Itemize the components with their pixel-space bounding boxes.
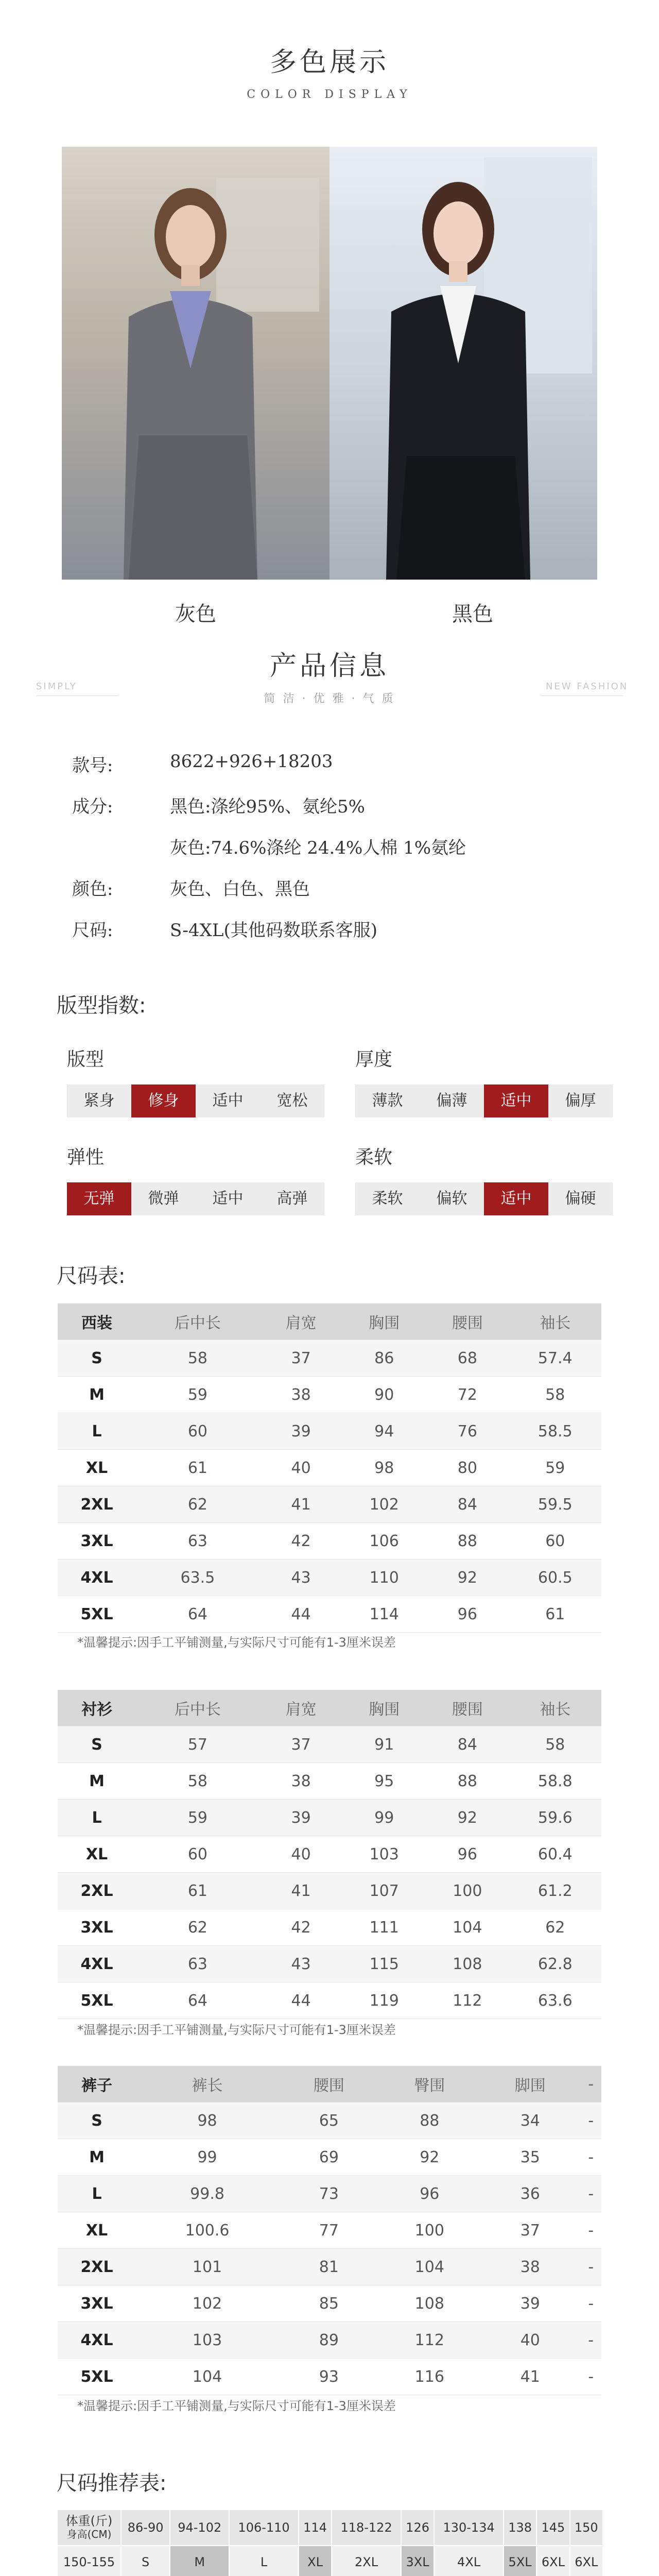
black-suit-photo[interactable] <box>330 147 597 580</box>
size-cell: 119 <box>342 1982 426 2019</box>
size-cell: 104 <box>426 1909 509 1946</box>
size-cell: 40 <box>480 2322 580 2359</box>
size-cell: 60.5 <box>509 1560 601 1596</box>
size-cell: 90 <box>342 1377 426 1413</box>
fit-option[interactable]: 偏厚 <box>565 1092 596 1110</box>
info-row-material-grey <box>72 834 466 859</box>
size-cell: M <box>58 1377 136 1413</box>
size-cell: 3XL <box>58 2285 136 2322</box>
size-row <box>58 2103 601 2139</box>
size-cell: 91 <box>342 1726 426 1763</box>
weight-cell: 145 <box>536 2510 569 2546</box>
black-color-label: 黑色 <box>452 602 493 626</box>
height-label: 身高(CM) <box>66 2528 112 2540</box>
size-row <box>58 1726 601 1763</box>
size-cell: 116 <box>379 2359 480 2395</box>
size-cell: 39 <box>259 1413 343 1450</box>
size-cell: 88 <box>426 1763 509 1800</box>
size-row <box>58 1560 601 1596</box>
size-cell: 38 <box>480 2249 580 2285</box>
size-cell: - <box>581 2139 601 2176</box>
recommend-size-cell: S <box>121 2546 170 2576</box>
size-cell: 2XL <box>58 1486 136 1523</box>
size-cell: 68 <box>426 1340 509 1377</box>
size-cell: 110 <box>342 1560 426 1596</box>
size-header-cell: 肩宽 <box>259 1303 343 1340</box>
size-cell: 88 <box>426 1523 509 1560</box>
size-cell: 39 <box>259 1800 343 1836</box>
fit-group-label: 厚度 <box>355 1049 393 1070</box>
size-cell: 64 <box>136 1982 259 2019</box>
size-header-row <box>58 2066 601 2103</box>
size-row <box>58 1800 601 1836</box>
size-cell: 41 <box>259 1873 343 1909</box>
size-header-cell: 肩宽 <box>259 1690 343 1726</box>
info-row-colors <box>72 875 310 900</box>
recommend-size-cell: L <box>229 2546 299 2576</box>
size-cell: 100 <box>379 2212 480 2249</box>
size-cell: 37 <box>480 2212 580 2249</box>
size-cell: - <box>581 2285 601 2322</box>
size-cell: 4XL <box>58 1560 136 1596</box>
size-header-cell: 裤子 <box>58 2066 136 2103</box>
size-cell: S <box>58 2103 136 2139</box>
size-cell: M <box>58 2139 136 2176</box>
info-value: 8622+926+18203 <box>170 751 333 772</box>
info-value: 黑色:涤纶95%、氨纶5% <box>170 796 365 817</box>
size-cell: L <box>58 1800 136 1836</box>
size-cell: S <box>58 1340 136 1377</box>
size-cell: 41 <box>480 2359 580 2395</box>
size-cell: 101 <box>136 2249 279 2285</box>
size-cell: 5XL <box>58 2359 136 2395</box>
size-header-row <box>58 1303 601 1340</box>
size-row <box>58 2359 601 2395</box>
color-display-header <box>0 40 659 101</box>
recommend-header-row <box>57 2510 603 2546</box>
size-cell: 43 <box>259 1946 343 1982</box>
size-cell: 62 <box>136 1909 259 1946</box>
recommend-corner-cell <box>57 2510 121 2546</box>
size-header-cell: 袖长 <box>509 1303 601 1340</box>
size-row <box>58 1873 601 1909</box>
fit-option[interactable]: 适中 <box>212 1190 244 1208</box>
size-cell: 2XL <box>58 1873 136 1909</box>
size-header-cell: 脚围 <box>480 2066 580 2103</box>
size-cell: 100 <box>426 1873 509 1909</box>
size-cell: 37 <box>259 1340 343 1377</box>
size-cell: 44 <box>259 1596 343 1633</box>
size-cell: 39 <box>480 2285 580 2322</box>
size-cell: 80 <box>426 1450 509 1486</box>
info-key: 颜色: <box>72 879 113 900</box>
size-cell: 43 <box>259 1560 343 1596</box>
size-cell: 58 <box>136 1340 259 1377</box>
size-cell: 84 <box>426 1486 509 1523</box>
size-table-pants <box>58 2066 601 2395</box>
size-cell: 63 <box>136 1946 259 1982</box>
fit-option-bar <box>67 1084 324 1117</box>
size-cell: 114 <box>342 1596 426 1633</box>
size-cell: 107 <box>342 1873 426 1909</box>
size-cell: 111 <box>342 1909 426 1946</box>
size-cell: L <box>58 1413 136 1450</box>
size-row <box>58 1450 601 1486</box>
size-cell: 92 <box>379 2139 480 2176</box>
size-cell: 3XL <box>58 1523 136 1560</box>
size-cell: 115 <box>342 1946 426 1982</box>
size-cell: 41 <box>259 1486 343 1523</box>
recommend-size-cell: XL <box>299 2546 332 2576</box>
size-cell: 2XL <box>58 2249 136 2285</box>
size-header-cell: 裤长 <box>136 2066 279 2103</box>
size-cell: 95 <box>342 1763 426 1800</box>
product-info-subtitle: 简 洁 · 优 雅 · 气 质 <box>264 692 395 705</box>
fit-option[interactable]: 适中 <box>484 1182 548 1215</box>
size-cell: 94 <box>342 1413 426 1450</box>
size-row <box>58 2249 601 2285</box>
height-cell: 150-155 <box>57 2546 121 2576</box>
size-cell: 103 <box>342 1836 426 1873</box>
size-row <box>58 1340 601 1377</box>
weight-cell: 86-90 <box>121 2510 170 2546</box>
size-note: *温馨提示:因手工平铺测量,与实际尺寸可能有1-3厘米误差 <box>77 1635 396 1650</box>
size-cell: 108 <box>426 1946 509 1982</box>
size-cell: 37 <box>259 1726 343 1763</box>
size-cell: 38 <box>259 1377 343 1413</box>
size-cell: 58.8 <box>509 1763 601 1800</box>
size-header-cell: 袖长 <box>509 1690 601 1726</box>
fit-group-label: 柔软 <box>355 1147 393 1168</box>
size-cell: 100.6 <box>136 2212 279 2249</box>
size-row <box>58 1413 601 1450</box>
size-cell: XL <box>58 2212 136 2249</box>
recommend-size-cell: 6XL <box>536 2546 569 2576</box>
size-header-cell: 腰围 <box>279 2066 379 2103</box>
size-cell: L <box>58 2176 136 2212</box>
size-cell: 57 <box>136 1726 259 1763</box>
size-cell: 38 <box>259 1763 343 1800</box>
size-cell: 72 <box>426 1377 509 1413</box>
fit-group <box>355 1143 613 1215</box>
product-info-header <box>0 644 659 706</box>
size-cell: 40 <box>259 1836 343 1873</box>
fit-option[interactable]: 修身 <box>131 1084 196 1117</box>
info-key <box>72 834 170 859</box>
size-cell: 58 <box>509 1726 601 1763</box>
size-header-cell: 后中长 <box>136 1690 259 1726</box>
info-key: 成分: <box>72 796 113 817</box>
size-cell: 104 <box>379 2249 480 2285</box>
size-header-cell: 衬衫 <box>58 1690 136 1726</box>
size-cell: 36 <box>480 2176 580 2212</box>
size-cell: 63 <box>136 1523 259 1560</box>
size-cell: 60.4 <box>509 1836 601 1873</box>
fit-option-bar <box>355 1084 613 1117</box>
size-row <box>58 2285 601 2322</box>
size-cell: - <box>581 2359 601 2395</box>
size-row <box>58 1377 601 1413</box>
size-row <box>58 1946 601 1982</box>
weight-label: 体重(斤) <box>65 2514 113 2528</box>
info-row-material <box>72 792 365 818</box>
fit-group <box>67 1143 324 1215</box>
size-cell: 84 <box>426 1726 509 1763</box>
size-cell: 96 <box>379 2176 480 2212</box>
fit-option[interactable]: 偏薄 <box>436 1092 467 1110</box>
grey-color-label: 灰色 <box>175 602 216 626</box>
recommend-title: 尺码推荐表: <box>57 2471 167 2495</box>
size-row <box>58 1523 601 1560</box>
size-cell: 65 <box>279 2103 379 2139</box>
size-cell: - <box>581 2103 601 2139</box>
size-header-cell: - <box>581 2066 601 2103</box>
size-cell: 34 <box>480 2103 580 2139</box>
size-cell: 4XL <box>58 1946 136 1982</box>
color-display-subtitle: COLOR DISPLAY <box>247 88 412 101</box>
side-word-left: SIMPLY <box>36 681 77 692</box>
size-cell: 5XL <box>58 1596 136 1633</box>
size-cell: 89 <box>279 2322 379 2359</box>
info-value: S-4XL(其他码数联系客服) <box>170 920 377 941</box>
size-cell: 59 <box>509 1450 601 1486</box>
size-header-cell: 西装 <box>58 1303 136 1340</box>
size-row <box>58 1486 601 1523</box>
recommend-row <box>57 2546 603 2576</box>
size-cell: 102 <box>342 1486 426 1523</box>
size-cell: 92 <box>426 1800 509 1836</box>
size-cell: 96 <box>426 1596 509 1633</box>
size-cell: 61 <box>136 1873 259 1909</box>
size-cell: 3XL <box>58 1909 136 1946</box>
size-cell: - <box>581 2212 601 2249</box>
size-cell: 42 <box>259 1523 343 1560</box>
size-cell: 59.6 <box>509 1800 601 1836</box>
size-cell: 61.2 <box>509 1873 601 1909</box>
size-table-suit <box>58 1303 601 1633</box>
size-cell: 40 <box>259 1450 343 1486</box>
size-cell: 60 <box>136 1413 259 1450</box>
size-recommend-table <box>57 2509 603 2576</box>
size-cell: 69 <box>279 2139 379 2176</box>
weight-cell: 94-102 <box>170 2510 229 2546</box>
fit-group-label: 版型 <box>67 1049 105 1070</box>
size-cell: M <box>58 1763 136 1800</box>
size-cell: - <box>581 2249 601 2285</box>
size-cell: 59.5 <box>509 1486 601 1523</box>
fit-option[interactable]: 偏硬 <box>565 1190 596 1208</box>
color-photos <box>62 147 597 580</box>
info-row-sizes <box>72 916 377 941</box>
size-note: *温馨提示:因手工平铺测量,与实际尺寸可能有1-3厘米误差 <box>77 2023 396 2037</box>
grey-suit-photo[interactable] <box>62 147 330 580</box>
fit-option[interactable]: 偏软 <box>436 1190 467 1208</box>
size-cell: 5XL <box>58 1982 136 2019</box>
fit-group <box>67 1045 324 1117</box>
size-cell: XL <box>58 1450 136 1486</box>
size-cell: 99 <box>136 2139 279 2176</box>
fit-option[interactable]: 薄款 <box>372 1092 403 1110</box>
size-cell: 61 <box>509 1596 601 1633</box>
size-cell: 57.4 <box>509 1340 601 1377</box>
size-cell: 93 <box>279 2359 379 2395</box>
weight-cell: 118-122 <box>332 2510 401 2546</box>
size-cell: 98 <box>136 2103 279 2139</box>
size-header-cell: 胸围 <box>342 1303 426 1340</box>
weight-cell: 138 <box>504 2510 536 2546</box>
weight-cell: 126 <box>401 2510 434 2546</box>
recommend-size-cell: 3XL <box>401 2546 434 2576</box>
size-header-cell: 后中长 <box>136 1303 259 1340</box>
size-cell: 59 <box>136 1800 259 1836</box>
size-cell: 35 <box>480 2139 580 2176</box>
size-cell: 58.5 <box>509 1413 601 1450</box>
size-cell: - <box>581 2322 601 2359</box>
size-cell: 62 <box>136 1486 259 1523</box>
size-cell: 85 <box>279 2285 379 2322</box>
size-cell: 44 <box>259 1982 343 2019</box>
size-row <box>58 1909 601 1946</box>
fit-option[interactable]: 宽松 <box>276 1092 308 1110</box>
size-cell: 98 <box>342 1450 426 1486</box>
product-info-title: 产品信息 <box>269 651 389 682</box>
info-value: 灰色、白色、黑色 <box>170 879 310 900</box>
size-chart-title: 尺码表: <box>57 1264 126 1288</box>
size-cell: 86 <box>342 1340 426 1377</box>
size-cell: 62 <box>509 1909 601 1946</box>
size-row <box>58 1836 601 1873</box>
size-cell: - <box>581 2176 601 2212</box>
fit-option[interactable]: 紧身 <box>83 1092 115 1110</box>
recommend-size-cell: 2XL <box>332 2546 401 2576</box>
fit-option[interactable]: 微弹 <box>148 1190 179 1208</box>
size-row <box>58 1763 601 1800</box>
info-key: 款号: <box>72 755 113 776</box>
fit-group <box>355 1045 613 1117</box>
size-cell: 112 <box>426 1982 509 2019</box>
info-key: 尺码: <box>72 920 113 941</box>
size-row <box>58 2322 601 2359</box>
size-cell: 61 <box>136 1450 259 1486</box>
size-cell: 62.8 <box>509 1946 601 1982</box>
size-cell: 102 <box>136 2285 279 2322</box>
size-cell: 64 <box>136 1596 259 1633</box>
size-cell: 81 <box>279 2249 379 2285</box>
size-cell: 99 <box>342 1800 426 1836</box>
size-cell: XL <box>58 1836 136 1873</box>
size-table-shirt <box>58 1690 601 2019</box>
size-cell: 76 <box>426 1413 509 1450</box>
size-cell: 96 <box>426 1836 509 1873</box>
size-cell: 59 <box>136 1377 259 1413</box>
info-value: 灰色:74.6%涤纶 24.4%人棉 1%氨纶 <box>170 838 466 858</box>
size-cell: 106 <box>342 1523 426 1560</box>
weight-cell: 106-110 <box>229 2510 299 2546</box>
info-row-style-no <box>72 751 333 776</box>
size-cell: 60 <box>136 1836 259 1873</box>
size-cell: 108 <box>379 2285 480 2322</box>
size-cell: 4XL <box>58 2322 136 2359</box>
size-header-cell: 胸围 <box>342 1690 426 1726</box>
size-row <box>58 2176 601 2212</box>
fit-option-bar <box>67 1182 324 1215</box>
size-header-cell: 臀围 <box>379 2066 480 2103</box>
size-cell: S <box>58 1726 136 1763</box>
side-word-right: NEW FASHION <box>546 681 629 692</box>
size-cell: 63.6 <box>509 1982 601 2019</box>
size-cell: 77 <box>279 2212 379 2249</box>
fit-option[interactable]: 适中 <box>212 1092 244 1110</box>
size-row <box>58 1596 601 1633</box>
size-cell: 92 <box>426 1560 509 1596</box>
size-cell: 60 <box>509 1523 601 1560</box>
size-cell: 112 <box>379 2322 480 2359</box>
size-cell: 104 <box>136 2359 279 2395</box>
recommend-size-cell: 6XL <box>570 2546 603 2576</box>
size-cell: 88 <box>379 2103 480 2139</box>
weight-cell: 130-134 <box>434 2510 504 2546</box>
color-display-title: 多色展示 <box>269 47 389 78</box>
fit-option[interactable]: 适中 <box>484 1084 548 1117</box>
size-header-cell: 腰围 <box>426 1690 509 1726</box>
size-row <box>58 1982 601 2019</box>
size-cell: 103 <box>136 2322 279 2359</box>
size-header-row <box>58 1690 601 1726</box>
fit-option[interactable]: 高弹 <box>276 1190 308 1208</box>
weight-cell: 114 <box>299 2510 332 2546</box>
fit-option[interactable]: 无弹 <box>67 1182 131 1215</box>
recommend-size-cell: M <box>170 2546 229 2576</box>
size-row <box>58 2212 601 2249</box>
size-note: *温馨提示:因手工平铺测量,与实际尺寸可能有1-3厘米误差 <box>77 2399 396 2413</box>
fit-option-bar <box>355 1182 613 1215</box>
size-cell: 42 <box>259 1909 343 1946</box>
weight-cell: 150 <box>570 2510 603 2546</box>
size-header-cell: 腰围 <box>426 1303 509 1340</box>
size-row <box>58 2139 601 2176</box>
fit-index-title: 版型指数: <box>57 994 146 1018</box>
recommend-size-cell: 4XL <box>434 2546 504 2576</box>
fit-option[interactable]: 柔软 <box>372 1190 403 1208</box>
size-cell: 58 <box>136 1763 259 1800</box>
size-cell: 58 <box>509 1377 601 1413</box>
size-cell: 99.8 <box>136 2176 279 2212</box>
fit-group-label: 弹性 <box>67 1147 105 1168</box>
size-cell: 73 <box>279 2176 379 2212</box>
size-cell: 63.5 <box>136 1560 259 1596</box>
recommend-size-cell: 5XL <box>504 2546 536 2576</box>
